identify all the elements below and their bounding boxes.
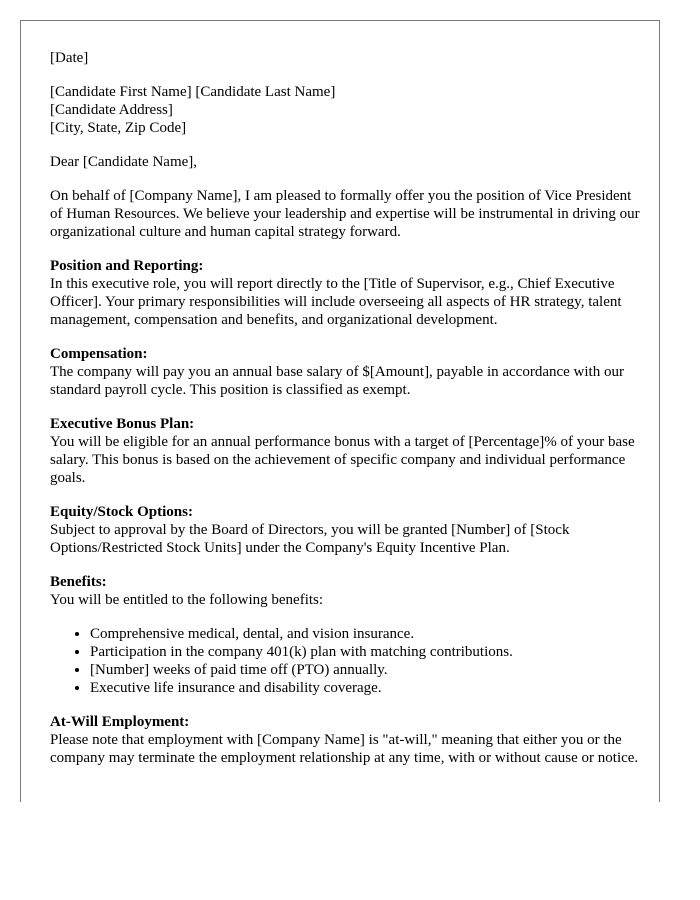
letter-date: [Date] — [50, 50, 89, 66]
address-line-name: [Candidate First Name] [Candidate Last Name] — [50, 84, 336, 100]
letter-content — [50, 49, 640, 783]
address-line-street: [Candidate Address] — [50, 102, 173, 118]
section-heading-position: Position and Reporting: — [50, 258, 204, 274]
benefits-list — [50, 625, 640, 697]
letter-page — [20, 20, 660, 802]
section-heading-benefits: Benefits: — [50, 574, 107, 590]
intro-paragraph: On behalf of [Company Name], I am pleased to formally offer you the position of Vice President of Human Resources. We believe your leadership and expertise will be instrumental in driving our organizational culture and human capital strategy forward. — [50, 188, 640, 240]
section-atwill — [50, 713, 640, 767]
salutation: Dear [Candidate Name], — [50, 154, 198, 170]
benefits-list-item: • [Number] weeks of paid time off (PTO) annually. — [90, 661, 640, 679]
section-heading-equity: Equity/Stock Options: — [50, 504, 193, 520]
section-equity — [50, 503, 640, 557]
benefits-list-item: • Participation in the company 401(k) plan with matching contributions. — [90, 643, 640, 661]
section-compensation — [50, 345, 640, 399]
benefits-list-item: • Comprehensive medical, dental, and vision insurance. — [90, 625, 640, 643]
section-position — [50, 257, 640, 329]
section-body-bonus: You will be eligible for an annual performance bonus with a target of [Percentage]% of your base salary. This bonus is based on the achievement of specific company and individual performance goals. — [50, 434, 635, 486]
candidate-address — [50, 83, 640, 137]
section-body-equity: Subject to approval by the Board of Directors, you will be granted [Number] of [Stock Options/Restricted Stock Units] under the Company's Equity Incentive Plan. — [50, 522, 570, 556]
section-body-position: In this executive role, you will report directly to the [Title of Supervisor, e.g., Chief Executive Officer]. Your primary responsibilities will include overseeing all aspects of HR strategy, talent management, compensation and benefits, and organizational development. — [50, 276, 622, 328]
section-heading-atwill: At-Will Employment: — [50, 714, 190, 730]
section-heading-bonus: Executive Bonus Plan: — [50, 416, 195, 432]
section-benefits — [50, 573, 640, 609]
section-body-atwill: Please note that employment with [Company Name] is "at-will," meaning that either you or the company may terminate the employment relationship at any time, with or without cause or notice. — [50, 732, 639, 766]
section-body-compensation: The company will pay you an annual base salary of $[Amount], payable in accordance with our standard payroll cycle. This position is classified as exempt. — [50, 364, 624, 398]
benefits-list-item: • Executive life insurance and disability coverage. — [90, 679, 640, 697]
section-heading-compensation: Compensation: — [50, 346, 148, 362]
section-bonus — [50, 415, 640, 487]
address-line-city: [City, State, Zip Code] — [50, 120, 187, 136]
section-body-benefits: You will be entitled to the following benefits: — [50, 592, 324, 608]
